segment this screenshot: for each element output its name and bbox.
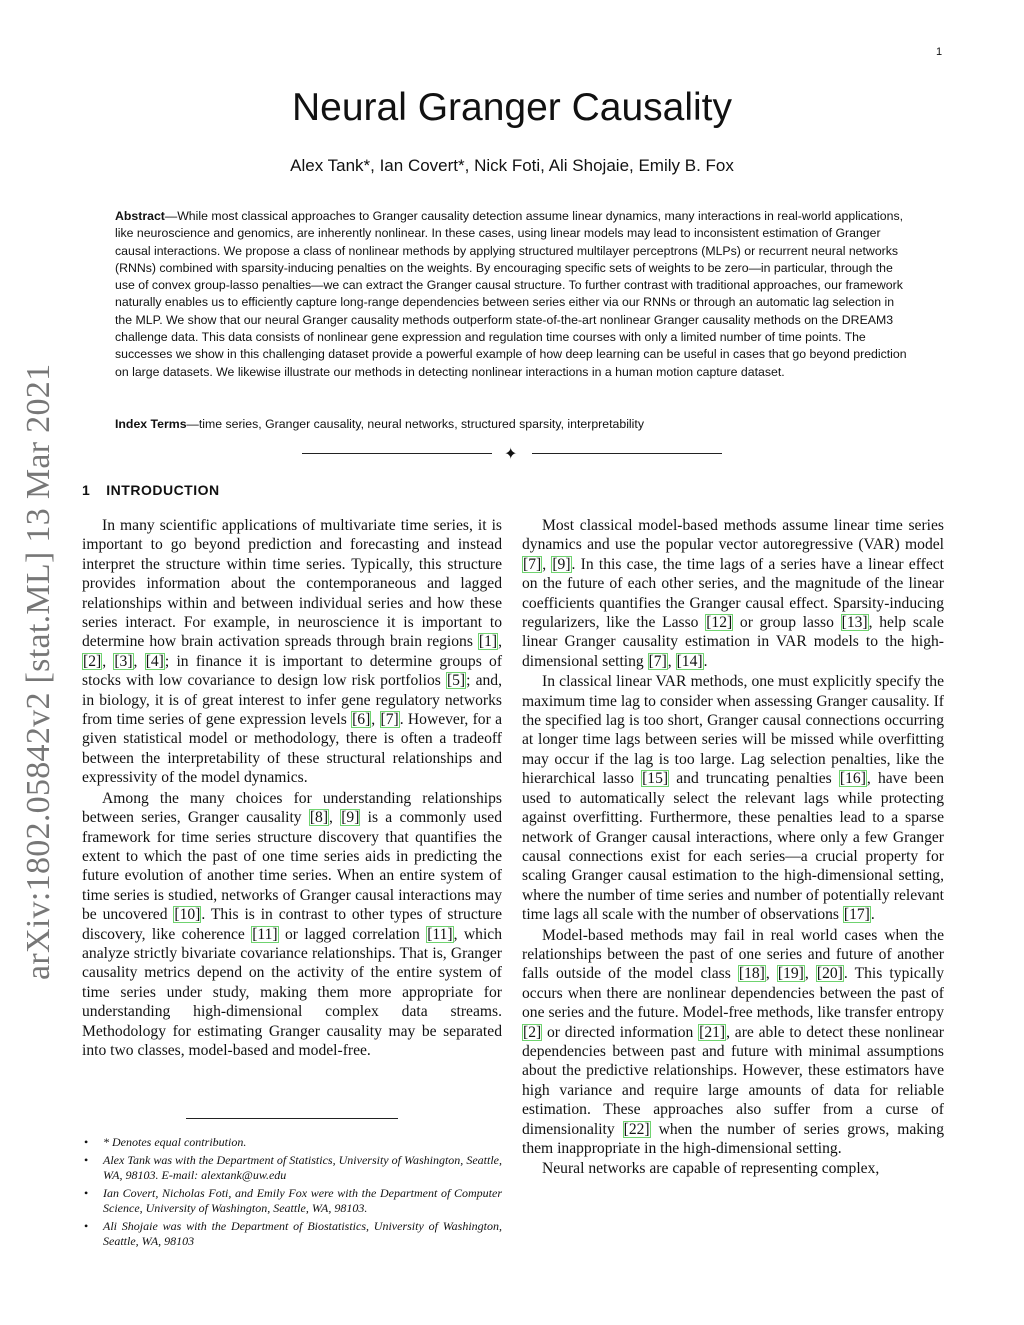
intro-paragraph bbox=[82, 516, 502, 788]
paragraph-text: and truncating penalties bbox=[669, 770, 839, 788]
intro-paragraph bbox=[522, 516, 944, 671]
citation-link[interactable]: [16] bbox=[839, 770, 866, 788]
divider-line-right bbox=[532, 453, 722, 454]
index-terms-label: Index Terms bbox=[115, 417, 187, 431]
left-column bbox=[82, 516, 502, 1060]
citation-link[interactable]: [22] bbox=[623, 1120, 650, 1138]
paragraph-text: ; and, in biology, it is of great interest to infer gene regulatory networks from time series of gene expression levels bbox=[82, 672, 502, 729]
paragraph-text: Neural networks are capable of representing complex, bbox=[542, 1160, 880, 1178]
citation-link[interactable]: [2] bbox=[523, 1023, 542, 1041]
index-terms-text: —time series, Granger causality, neural networks, structured sparsity, interpretability bbox=[186, 417, 644, 431]
paragraph-text: Model-based methods may fail in real world cases when the relationships between the past of one series and future of another falls outside of the model class bbox=[522, 926, 944, 983]
footnote-item: • Ali Shojaie was with the Department of Biostatistics, University of Washington, Seattle, WA, 98103 bbox=[82, 1219, 502, 1249]
section-title: INTRODUCTION bbox=[106, 482, 220, 498]
paragraph-text: is a commonly used framework for time series structure discovery that quantifies the extent to which the past of one time series aids in predicting the future evolution of another time series. When an entire system of time series is studied, networks of Granger causal interactions may be uncovered bbox=[82, 809, 502, 924]
author-list: Alex Tank*, Ian Covert*, Nick Foti, Ali Shojaie, Emily B. Fox bbox=[290, 156, 734, 175]
page-number: 1 bbox=[936, 46, 943, 58]
divider-line-left bbox=[302, 453, 492, 454]
paragraph-text: . However, for a given statistical model or methodology, there is often a tradeoff between the interpretability of these structural relationships and expressivity of the model dynamics. bbox=[82, 711, 503, 787]
right-column bbox=[522, 516, 944, 1179]
citation-link[interactable]: [2] bbox=[83, 652, 102, 670]
paragraph-text: or group lasso bbox=[733, 614, 841, 632]
paragraph-text: when the number of series grows, making them inappropriate in the high-dimensional setting. bbox=[522, 1120, 944, 1157]
citation-link[interactable]: [7] bbox=[648, 652, 667, 670]
paragraph-text: , are able to detect these nonlinear dependencies between past and future with minimal assumptions about the predictive relationships. However, these estimators have high variance and require large amounts of data for reliable estimation. These approaches also suffer from a curse of dimensionality bbox=[522, 1023, 944, 1138]
citation-link[interactable]: [3] bbox=[114, 652, 133, 670]
paragraph-text: Most classical model-based methods assume linear time series dynamics and use the popular vector autoregressive (VAR) model bbox=[522, 517, 944, 554]
citation-link[interactable]: [1] bbox=[478, 633, 498, 651]
index-terms bbox=[115, 417, 911, 431]
footnote-item: • Alex Tank was with the Department of Statistics, University of Washington, Seattle, WA, 98103. E-mail: alextank@uw.edu bbox=[82, 1153, 502, 1183]
citation-link[interactable]: [7] bbox=[380, 711, 399, 729]
intro-paragraph bbox=[522, 1159, 944, 1178]
paragraph-text: or directed information bbox=[542, 1023, 699, 1041]
citation-link[interactable]: [15] bbox=[642, 770, 669, 788]
paragraph-text: . This is in contrast to other types of structure discovery, like coherence bbox=[82, 906, 502, 943]
paragraph-text: , bbox=[329, 809, 341, 827]
paragraph-text: , bbox=[133, 652, 145, 670]
intro-paragraph bbox=[82, 789, 502, 1061]
citation-link[interactable]: [6] bbox=[352, 711, 371, 729]
citation-link[interactable]: [21] bbox=[699, 1023, 726, 1041]
paper-title: Neural Granger Causality bbox=[291, 86, 733, 129]
footnotes bbox=[82, 1135, 502, 1252]
citation-link[interactable]: [13] bbox=[841, 614, 868, 632]
citation-link[interactable]: [20] bbox=[816, 965, 843, 983]
paragraph-text: . bbox=[870, 906, 875, 924]
citation-link[interactable]: [7] bbox=[523, 555, 542, 573]
paragraph-text: , have been used to automatically select the relevant lags while protecting against overfitting. Furthermore, these penalties lead to a sparse network of Granger causal interactions, where only a few Granger causal connections exist for each series—a crucial property for scaling Granger causal estimation to the high-dimensional setting, where the number of time series and number of potentially relevant time lags all scale with the number of observations bbox=[522, 770, 944, 924]
abstract-text: —While most classical approaches to Granger causality detection assume linear dynamics, many interactions in real-world applications, like neuroscience and genomics, are inherently nonlinear. In these cases, using linear models may lead to inconsistent estimation of Granger causal interactions. We propose a class of nonlinear methods by applying structured multilayer perceptrons (MLPs) or recurrent neural networks (RNNs) combined with sparsity-inducing penalties on the weights. By encouraging specific sets of weights to be zero—in particular, through the use of convex group-lasso penalties—we can extract the Granger causal structure. To further contrast with traditional approaches, our framework naturally enables us to efficiently capture long-range dependencies between series either via our RNNs or through an automatic lag selection in the MLP. We show that our neural Granger causality methods outperform state-of-the-art nonlinear Granger causality methods on the DREAM3 challenge data. This data consists of nonlinear gene expression and regulation time courses with only a limited number of time points. The successes we show in this challenging dataset provide a powerful example of how deep learning can be useful in cases that go beyond prediction on large datasets. We likewise illustrate our methods in detecting nonlinear interactions in a human motion capture dataset. bbox=[115, 209, 907, 379]
intro-paragraph bbox=[522, 926, 944, 1159]
paragraph-text: . In this case, the time lags of a series have a linear effect on the future of each other series, and the magnitude of the linear coefficients quantifies the Granger causal effect. Sparsity-inducing regularizers, like the Lasso bbox=[522, 555, 945, 632]
paragraph-text: . bbox=[703, 652, 708, 670]
section-number: 1 bbox=[82, 482, 91, 498]
paragraph-text: , bbox=[667, 652, 676, 670]
footnote-item: • * Denotes equal contribution. bbox=[82, 1135, 502, 1150]
paragraph-text: or lagged correlation bbox=[278, 925, 427, 943]
paragraph-text: Among the many choices for understanding relationships between series, Granger causality bbox=[82, 789, 502, 827]
citation-link[interactable]: [11] bbox=[252, 925, 278, 943]
footnote-item: • Ian Covert, Nicholas Foti, and Emily Fox were with the Department of Computer Science, University of Washington, Seattle, WA, 98103. bbox=[82, 1186, 502, 1216]
paragraph-text: In classical linear VAR methods, one must explicitly specify the maximum time lag to consider when assessing Granger causality. If the specified lag is too short, Granger causal connections occurring at longer time lags between series will be missed while overfitting may occur if the lag is too large. Lag selection penalties, like the hierarchical lasso bbox=[522, 673, 944, 788]
citation-link[interactable]: [12] bbox=[706, 614, 733, 632]
diamond-ornament-icon: ✦ bbox=[504, 444, 518, 463]
citation-link[interactable]: [19] bbox=[777, 965, 804, 983]
citation-link[interactable]: [11] bbox=[427, 925, 453, 943]
citation-link[interactable]: [14] bbox=[676, 652, 703, 670]
abstract bbox=[115, 208, 911, 381]
intro-paragraph bbox=[522, 672, 944, 924]
paragraph-text: , bbox=[542, 555, 552, 573]
paragraph-text: . This typically occurs when there are nonlinear dependencies between the past of one series and the future. Model-free methods, like transfer entropy bbox=[522, 965, 944, 1022]
citation-link[interactable]: [8] bbox=[309, 809, 329, 827]
citation-link[interactable]: [10] bbox=[174, 906, 201, 924]
paragraph-text: , bbox=[371, 711, 380, 729]
paragraph-text: ; in finance it is important to determine groups of stocks with low covariance to design low risk portfolios bbox=[82, 652, 503, 690]
paragraph-text: , which analyze strictly bivariate covariance relationships. That is, Granger causality metrics depend on the activity of the entire system of time series under study, making them more appropriate for understanding high-dimensional complex data streams. Methodology for estimating Granger causality may be separated into two classes, model-based and model-free. bbox=[82, 925, 503, 1059]
section-divider bbox=[302, 444, 722, 464]
section-heading bbox=[82, 482, 220, 498]
citation-link[interactable]: [9] bbox=[341, 809, 360, 827]
citation-link[interactable]: [17] bbox=[843, 906, 870, 924]
citation-link[interactable]: [18] bbox=[738, 965, 765, 983]
paragraph-text: , help scale linear Granger causality estimation in VAR models to the high-dimensional setting bbox=[522, 614, 944, 670]
paragraph-text: In many scientific applications of multivariate time series, it is important to go beyond prediction and forecasting and instead interpret the structure within time series. Typically, this structure provides information about the contemporaneous and lagged relationships within and between individual series and how these series interact. For example, in neuroscience it is important to determine how brain activation spreads through brain regions bbox=[82, 517, 502, 651]
footnote-rule bbox=[186, 1118, 398, 1119]
paragraph-text: , bbox=[804, 965, 816, 983]
citation-link[interactable]: [5] bbox=[446, 672, 466, 690]
citation-link[interactable]: [9] bbox=[552, 555, 571, 573]
abstract-label: Abstract bbox=[115, 209, 165, 223]
arxiv-identifier-stamp[interactable]: arXiv:1802.05842v2 [stat.ML] 13 Mar 2021 bbox=[20, 363, 57, 980]
paragraph-text: , bbox=[498, 633, 502, 651]
paragraph-text: , bbox=[102, 652, 114, 670]
citation-link[interactable]: [4] bbox=[145, 652, 164, 670]
paragraph-text: , bbox=[765, 965, 777, 983]
